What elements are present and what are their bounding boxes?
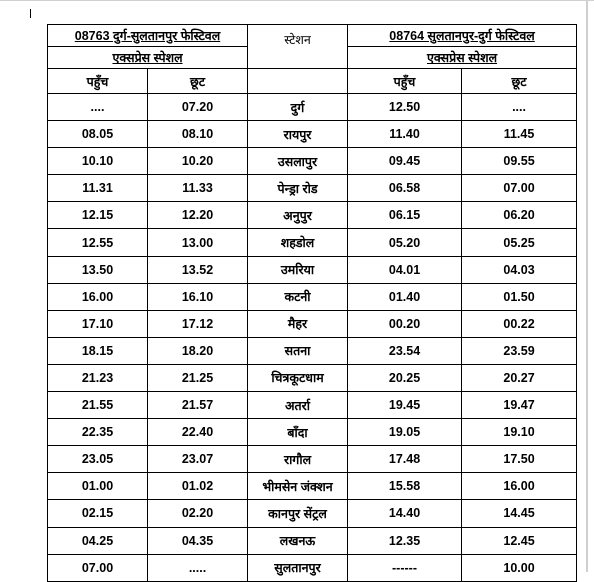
text-cursor [30,9,31,18]
down-departure-time: 10.20 [148,148,248,175]
up-arrival-time: 06.58 [348,175,462,202]
down-departure-time: 13.52 [148,256,248,283]
station-name: भीमसेन जंक्शन [248,473,348,500]
down-departure-time: ..... [148,554,248,581]
up-arrival-time: 04.01 [348,256,462,283]
table-row [48,121,577,148]
up-departure-time: 06.20 [462,202,577,229]
down-arrival-time: 01.00 [48,473,148,500]
down-arrival-time: 10.10 [48,148,148,175]
table-row [48,473,577,500]
down-arrival-time: 12.55 [48,229,148,256]
down-arrival-time: 21.55 [48,392,148,419]
table-row [48,175,577,202]
down-departure-time: 23.07 [148,446,248,473]
up-arrival-time: 19.45 [348,392,462,419]
table-row [48,94,577,121]
up-arrival-time: 15.58 [348,473,462,500]
table-row [48,364,577,391]
table-row [48,202,577,229]
down-train-title: 08763 दुर्ग-सुलतानपुर फेस्टिवल [74,29,221,43]
down-arrival-time: 23.05 [48,446,148,473]
up-train-title: 08764 सुलतानपुर-दुर्ग फेस्टिवल [389,29,535,43]
station-name: सतना [248,337,348,364]
up-departure-time: .... [462,94,577,121]
down-departure-time: 16.10 [148,283,248,310]
down-arrival-time: .... [48,94,148,121]
up-arrival-time: 23.54 [348,337,462,364]
down-departure-time: 04.35 [148,527,248,554]
station-name: रायपुर [248,121,348,148]
up-arrival-time: 00.20 [348,310,462,337]
up-train-title-cell [348,25,577,47]
up-arrival-time: 12.50 [348,94,462,121]
up-departure-header: छूट [462,69,577,94]
down-arrival-time: 08.05 [48,121,148,148]
up-departure-time: 05.25 [462,229,577,256]
down-arrival-time: 21.23 [48,364,148,391]
station-name: उसलापुर [248,148,348,175]
up-train-subtitle: एक्सप्रेस स्पेशल [426,51,498,65]
station-name: कटनी [248,283,348,310]
timetable [47,24,577,582]
station-name: लखनऊ [248,527,348,554]
up-departure-time: 20.27 [462,364,577,391]
table-row [48,527,577,554]
down-departure-time: 13.00 [148,229,248,256]
up-arrival-time: 01.40 [348,283,462,310]
up-arrival-time: 05.20 [348,229,462,256]
station-name: अतर्रा [248,392,348,419]
station-name: रागौल [248,446,348,473]
up-arrival-header: पहुँच [348,69,462,94]
up-departure-time: 19.47 [462,392,577,419]
table-row [48,392,577,419]
table-row [48,283,577,310]
table-row [48,310,577,337]
down-arrival-time: 22.35 [48,419,148,446]
station-name: कानपुर सेंट्रल [248,500,348,527]
table-row [48,148,577,175]
up-arrival-time: 06.15 [348,202,462,229]
down-departure-time: 22.40 [148,419,248,446]
down-arrival-time: 13.50 [48,256,148,283]
timetable-body [48,94,577,582]
down-departure-time: 18.20 [148,337,248,364]
column-header-row [48,69,577,94]
up-departure-time: 12.45 [462,527,577,554]
down-departure-time: 21.25 [148,364,248,391]
station-name: सुलतानपुर [248,554,348,581]
station-name: पेन्ड्रा रोड [248,175,348,202]
station-name: उमरिया [248,256,348,283]
down-train-title-cell [48,25,248,47]
table-row [48,256,577,283]
up-departure-time: 00.22 [462,310,577,337]
station-name: शहडोल [248,229,348,256]
up-arrival-time: 12.35 [348,527,462,554]
down-departure-time: 08.10 [148,121,248,148]
up-arrival-time: 11.40 [348,121,462,148]
table-row [48,500,577,527]
up-departure-time: 14.45 [462,500,577,527]
down-arrival-time: 04.25 [48,527,148,554]
table-row [48,419,577,446]
up-departure-time: 09.55 [462,148,577,175]
up-departure-time: 01.50 [462,283,577,310]
up-departure-time: 11.45 [462,121,577,148]
up-arrival-time: 20.25 [348,364,462,391]
up-departure-time: 17.50 [462,446,577,473]
up-arrival-time: 19.05 [348,419,462,446]
down-arrival-header: पहुँच [48,69,148,94]
down-arrival-time: 16.00 [48,283,148,310]
down-departure-time: 11.33 [148,175,248,202]
down-departure-time: 02.20 [148,500,248,527]
station-header-blank [248,69,348,94]
page-right-edge [586,0,588,572]
down-arrival-time: 12.15 [48,202,148,229]
up-departure-time: 04.03 [462,256,577,283]
up-departure-time: 19.10 [462,419,577,446]
station-name: मैहर [248,310,348,337]
up-arrival-time: 14.40 [348,500,462,527]
down-arrival-time: 11.31 [48,175,148,202]
up-arrival-time: 09.45 [348,148,462,175]
up-departure-time: 10.00 [462,554,577,581]
down-train-subtitle: एक्सप्रेस स्पेशल [112,51,183,65]
station-name: दुर्ग [248,94,348,121]
table-row [48,446,577,473]
up-departure-time: 16.00 [462,473,577,500]
down-arrival-time: 18.15 [48,337,148,364]
down-train-subtitle-cell [48,47,248,69]
down-departure-time: 21.57 [148,392,248,419]
up-train-subtitle-cell [348,47,577,69]
down-departure-time: 01.02 [148,473,248,500]
down-arrival-time: 02.15 [48,500,148,527]
table-row [48,554,577,581]
down-departure-time: 07.20 [148,94,248,121]
page-top-border [0,0,594,1]
up-arrival-time: 17.48 [348,446,462,473]
station-header: स्टेशन [248,25,348,69]
up-arrival-time: ------ [348,554,462,581]
down-arrival-time: 17.10 [48,310,148,337]
station-name: अनुपुर [248,202,348,229]
station-name: बाँदा [248,419,348,446]
down-departure-time: 17.12 [148,310,248,337]
table-row [48,337,577,364]
down-departure-time: 12.20 [148,202,248,229]
table-row [48,229,577,256]
up-departure-time: 23.59 [462,337,577,364]
station-name: चित्रकूटधाम [248,364,348,391]
down-departure-header: छूट [148,69,248,94]
down-arrival-time: 07.00 [48,554,148,581]
up-departure-time: 07.00 [462,175,577,202]
